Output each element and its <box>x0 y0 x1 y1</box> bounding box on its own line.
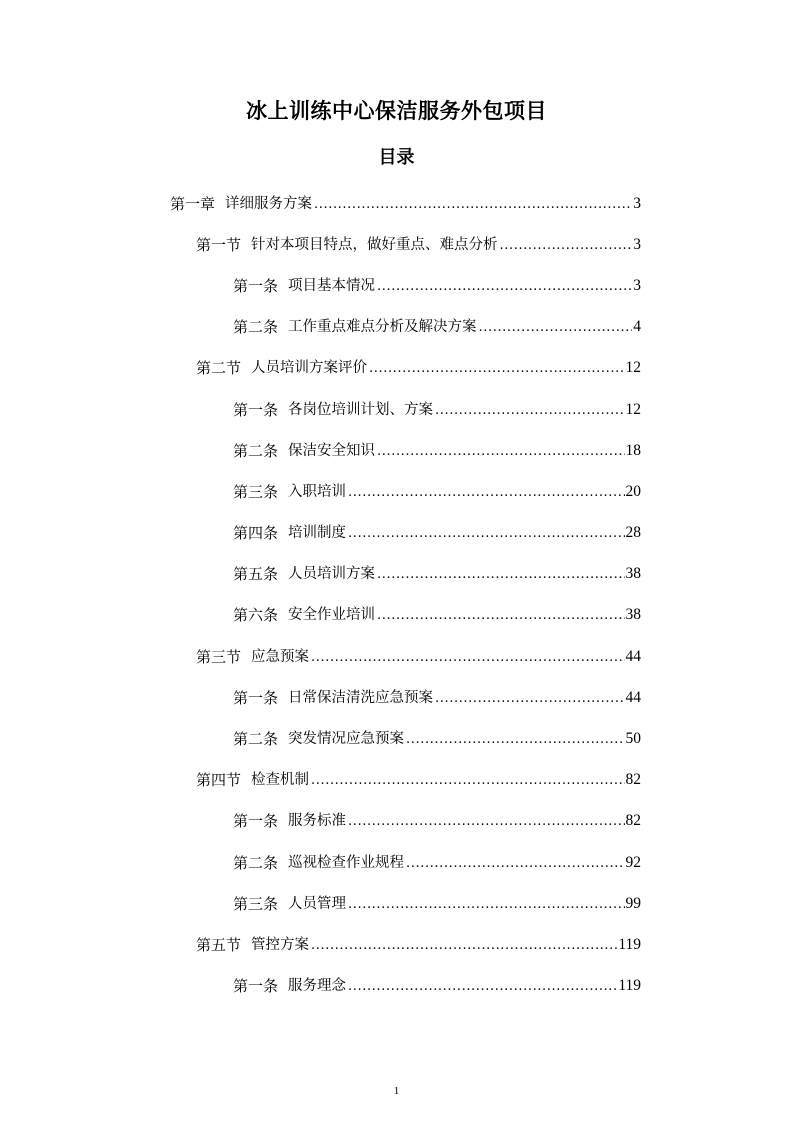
toc-entry-page: 4 <box>633 318 641 336</box>
toc-entry-article[interactable] <box>0 718 793 759</box>
toc-entry-page: 12 <box>625 400 641 418</box>
toc-dot-leader <box>348 977 617 997</box>
toc-entry-title: 人员培训方案 <box>288 566 376 583</box>
toc-entry-number: 第一条 <box>233 977 279 996</box>
toc-entry-page: 50 <box>625 730 641 748</box>
toc-entry-article[interactable] <box>0 513 793 554</box>
toc-dot-leader <box>435 689 624 709</box>
toc-entry-page: 119 <box>618 935 641 953</box>
toc-dot-leader <box>377 442 624 462</box>
toc-entry-page: 82 <box>625 771 641 789</box>
toc-entry-article[interactable] <box>0 265 793 306</box>
toc-entry-title: 应急预案 <box>251 648 310 665</box>
toc-dot-leader <box>377 606 624 626</box>
toc-entry-section[interactable] <box>0 924 793 965</box>
toc-entry-article[interactable] <box>0 801 793 842</box>
toc-dot-leader <box>406 854 624 874</box>
toc-entry-number: 第二条 <box>233 730 279 749</box>
toc-dot-leader <box>311 936 617 956</box>
toc-dot-leader <box>435 401 624 421</box>
toc-entry-page: 28 <box>625 524 641 542</box>
toc-entry-article[interactable] <box>0 430 793 471</box>
toc-entry-number: 第五条 <box>233 565 279 584</box>
toc-dot-leader <box>377 565 624 585</box>
toc-entry-article[interactable] <box>0 883 793 924</box>
toc-entry-section[interactable] <box>0 760 793 801</box>
toc-entry-title: 巡视检查作业规程 <box>288 854 405 871</box>
toc-dot-leader <box>348 895 624 915</box>
toc-entry-title: 项目基本情况 <box>288 277 376 294</box>
toc-dot-leader <box>348 812 624 832</box>
toc-entry-page: 38 <box>625 606 641 624</box>
table-of-contents <box>0 183 793 1007</box>
toc-dot-leader <box>348 483 624 503</box>
toc-entry-page: 20 <box>625 482 641 500</box>
toc-entry-number: 第二条 <box>233 441 279 460</box>
toc-dot-leader <box>406 730 624 750</box>
toc-entry-section[interactable] <box>0 636 793 677</box>
toc-entry-number: 第一条 <box>233 400 279 419</box>
toc-entry-title: 管控方案 <box>251 936 310 953</box>
toc-entry-title: 入职培训 <box>288 483 347 500</box>
toc-entry-page: 44 <box>625 647 641 665</box>
toc-entry-number: 第六条 <box>233 606 279 625</box>
toc-entry-number: 第五节 <box>196 935 242 954</box>
toc-entry-page: 18 <box>625 441 641 459</box>
toc-entry-title: 工作重点难点分析及解决方案 <box>288 319 477 336</box>
toc-dot-leader <box>314 195 632 215</box>
toc-entry-title: 人员培训方案评价 <box>251 360 368 377</box>
toc-entry-article[interactable] <box>0 554 793 595</box>
toc-entry-title: 详细服务方案 <box>225 195 313 212</box>
toc-entry-article[interactable] <box>0 595 793 636</box>
toc-heading: 目录 <box>378 147 415 168</box>
toc-entry-number: 第三节 <box>196 647 242 666</box>
page-number: 1 <box>393 1085 400 1097</box>
toc-entry-article[interactable] <box>0 471 793 512</box>
toc-entry-page: 38 <box>625 565 641 583</box>
toc-entry-article[interactable] <box>0 307 793 348</box>
toc-entry-number: 第二条 <box>233 853 279 872</box>
toc-entry-number: 第一条 <box>233 812 279 831</box>
toc-entry-number: 第一章 <box>170 194 216 213</box>
toc-dot-leader <box>369 359 624 379</box>
toc-entry-page: 3 <box>633 194 641 212</box>
toc-entry-section[interactable] <box>0 348 793 389</box>
document-title: 冰上训练中心保洁服务外包项目 <box>246 99 547 123</box>
toc-entry-page: 82 <box>625 812 641 830</box>
toc-entry-page: 119 <box>618 977 641 995</box>
toc-dot-leader <box>311 648 624 668</box>
toc-entry-page: 92 <box>625 853 641 871</box>
toc-entry-number: 第一条 <box>233 688 279 707</box>
toc-entry-page: 12 <box>625 359 641 377</box>
toc-entry-page: 3 <box>633 276 641 294</box>
toc-entry-title: 服务理念 <box>288 978 347 995</box>
toc-entry-title: 针对本项目特点，做好重点、难点分析 <box>251 236 498 253</box>
toc-entry-number: 第一节 <box>196 235 242 254</box>
toc-entry-number: 第二节 <box>196 359 242 378</box>
toc-entry-title: 保洁安全知识 <box>288 442 376 459</box>
toc-entry-number: 第四节 <box>196 771 242 790</box>
toc-entry-article[interactable] <box>0 677 793 718</box>
toc-entry-page: 44 <box>625 688 641 706</box>
toc-entry-title: 安全作业培训 <box>288 607 376 624</box>
toc-entry-title: 检查机制 <box>251 772 310 789</box>
toc-entry-section[interactable] <box>0 224 793 265</box>
toc-dot-leader <box>348 524 624 544</box>
toc-entry-number: 第一条 <box>233 276 279 295</box>
toc-dot-leader <box>377 277 632 297</box>
toc-dot-leader <box>311 771 624 791</box>
toc-entry-number: 第四条 <box>233 524 279 543</box>
toc-entry-title: 日常保洁清洗应急预案 <box>288 689 434 706</box>
toc-entry-chapter-1[interactable] <box>0 183 793 224</box>
toc-entry-title: 服务标准 <box>288 813 347 830</box>
toc-entry-number: 第三条 <box>233 482 279 501</box>
toc-dot-leader <box>500 236 633 256</box>
toc-entry-article[interactable] <box>0 842 793 883</box>
toc-entry-article[interactable] <box>0 966 793 1007</box>
toc-entry-title: 突发情况应急预案 <box>288 731 405 748</box>
toc-entry-page: 3 <box>633 235 641 253</box>
toc-entry-page: 99 <box>625 894 641 912</box>
toc-entry-article[interactable] <box>0 389 793 430</box>
toc-entry-title: 培训制度 <box>288 525 347 542</box>
toc-entry-number: 第二条 <box>233 318 279 337</box>
toc-entry-title: 各岗位培训计划、方案 <box>288 401 434 418</box>
toc-entry-number: 第三条 <box>233 894 279 913</box>
toc-entry-title: 人员管理 <box>288 895 347 912</box>
toc-dot-leader <box>479 318 633 338</box>
